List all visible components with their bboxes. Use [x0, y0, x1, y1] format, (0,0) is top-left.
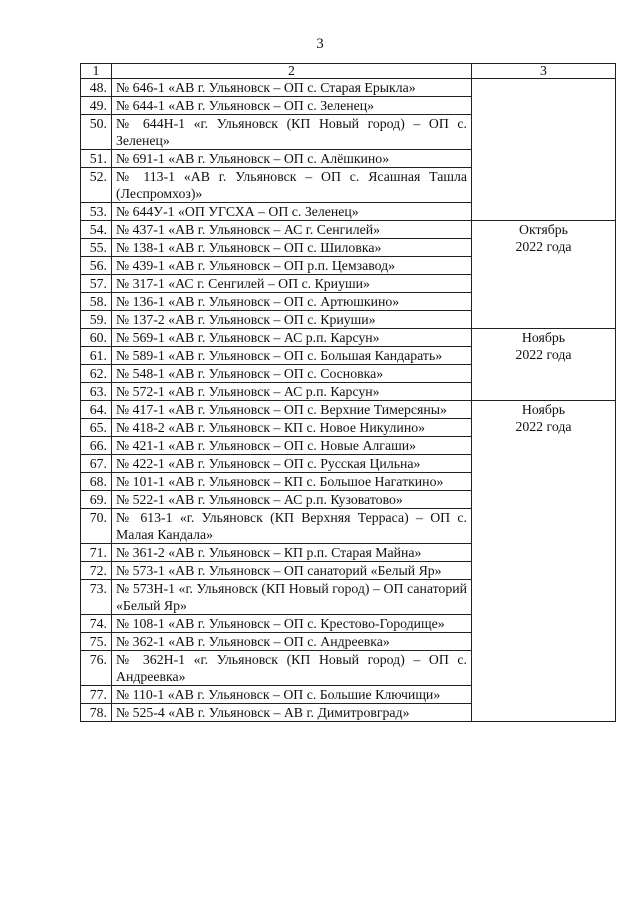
- row-number: 68.: [81, 473, 112, 491]
- row-number: 63.: [81, 383, 112, 401]
- route-name: № 522-1 «АВ г. Ульяновск – АС р.п. Кузоватово»: [112, 491, 472, 509]
- route-name: № 421-1 «АВ г. Ульяновск – ОП с. Новые Алгаши»: [112, 437, 472, 455]
- row-number: 77.: [81, 686, 112, 704]
- route-name: № 613-1 «г. Ульяновск (КП Верхняя Терраса) – ОП с. Малая Кандала»: [112, 509, 472, 544]
- route-name: № 362Н-1 «г. Ульяновск (КП Новый город) – ОП с. Андреевка»: [112, 651, 472, 686]
- schedule-date: [472, 221, 616, 329]
- row-number: 49.: [81, 97, 112, 115]
- row-number: 61.: [81, 347, 112, 365]
- route-name: № 569-1 «АВ г. Ульяновск – АС р.п. Карсун»: [112, 329, 472, 347]
- row-number: 50.: [81, 115, 112, 150]
- row-number: 54.: [81, 221, 112, 239]
- row-number: 52.: [81, 168, 112, 203]
- route-name: № 437-1 «АВ г. Ульяновск – АС г. Сенгилей»: [112, 221, 472, 239]
- schedule-month: Октябрь: [519, 222, 568, 237]
- row-number: 75.: [81, 633, 112, 651]
- route-name: № 317-1 «АС г. Сенгилей – ОП с. Криуши»: [112, 275, 472, 293]
- row-number: 51.: [81, 150, 112, 168]
- schedule-date: [472, 401, 616, 722]
- row-number: 64.: [81, 401, 112, 419]
- route-name: № 110-1 «АВ г. Ульяновск – ОП с. Большие Ключищи»: [112, 686, 472, 704]
- schedule-month: Ноябрь: [521, 402, 566, 417]
- schedule-date: [472, 329, 616, 401]
- route-name: № 361-2 «АВ г. Ульяновск – КП р.п. Старая Майна»: [112, 544, 472, 562]
- routes-table: [80, 63, 616, 722]
- route-name: № 136-1 «АВ г. Ульяновск – ОП с. Артюшкино»: [112, 293, 472, 311]
- route-name: № 439-1 «АВ г. Ульяновск – ОП р.п. Цемзавод»: [112, 257, 472, 275]
- table-row: [81, 329, 616, 347]
- route-name: № 572-1 «АВ г. Ульяновск – АС р.п. Карсун»: [112, 383, 472, 401]
- route-name: № 644-1 «АВ г. Ульяновск – ОП с. Зеленец»: [112, 97, 472, 115]
- table-row: [81, 401, 616, 419]
- row-number: 71.: [81, 544, 112, 562]
- row-number: 58.: [81, 293, 112, 311]
- row-number: 56.: [81, 257, 112, 275]
- row-number: 65.: [81, 419, 112, 437]
- route-name: № 644У-1 «ОП УГСХА – ОП с. Зеленец»: [112, 203, 472, 221]
- row-number: 53.: [81, 203, 112, 221]
- header-col-2: 2: [112, 64, 472, 79]
- schedule-month: Ноябрь: [521, 330, 566, 345]
- page-number: 3: [316, 36, 324, 52]
- header-col-3: 3: [472, 64, 616, 79]
- row-number: 73.: [81, 580, 112, 615]
- route-name: № 691-1 «АВ г. Ульяновск – ОП с. Алёшкино»: [112, 150, 472, 168]
- row-number: 66.: [81, 437, 112, 455]
- table-row: [81, 221, 616, 239]
- row-number: 72.: [81, 562, 112, 580]
- row-number: 76.: [81, 651, 112, 686]
- route-name: № 138-1 «АВ г. Ульяновск – ОП с. Шиловка»: [112, 239, 472, 257]
- route-name: № 101-1 «АВ г. Ульяновск – КП с. Большое Нагаткино»: [112, 473, 472, 491]
- row-number: 69.: [81, 491, 112, 509]
- route-name: № 573Н-1 «г. Ульяновск (КП Новый город) – ОП санаторий «Белый Яр»: [112, 580, 472, 615]
- route-name: № 646-1 «АВ г. Ульяновск – ОП с. Старая Ерыкла»: [112, 79, 472, 97]
- route-name: № 108-1 «АВ г. Ульяновск – ОП с. Крестово-Городище»: [112, 615, 472, 633]
- table-header: [81, 64, 616, 79]
- route-name: № 362-1 «АВ г. Ульяновск – ОП с. Андреевка»: [112, 633, 472, 651]
- schedule-year: 2022 года: [515, 239, 572, 254]
- row-number: 67.: [81, 455, 112, 473]
- row-number: 57.: [81, 275, 112, 293]
- route-name: № 422-1 «АВ г. Ульяновск – ОП с. Русская Цильна»: [112, 455, 472, 473]
- route-name: № 573-1 «АВ г. Ульяновск – ОП санаторий «Белый Яр»: [112, 562, 472, 580]
- route-name: № 137-2 «АВ г. Ульяновск – ОП с. Криуши»: [112, 311, 472, 329]
- route-name: № 418-2 «АВ г. Ульяновск – КП с. Новое Никулино»: [112, 419, 472, 437]
- schedule-year: 2022 года: [515, 419, 572, 434]
- row-number: 60.: [81, 329, 112, 347]
- row-number: 62.: [81, 365, 112, 383]
- route-name: № 548-1 «АВ г. Ульяновск – ОП с. Сосновка»: [112, 365, 472, 383]
- row-number: 59.: [81, 311, 112, 329]
- route-name: № 589-1 «АВ г. Ульяновск – ОП с. Большая Кандарать»: [112, 347, 472, 365]
- schedule-year: 2022 года: [515, 347, 572, 362]
- row-number: 70.: [81, 509, 112, 544]
- route-name: № 644Н-1 «г. Ульяновск (КП Новый город) – ОП с. Зеленец»: [112, 115, 472, 150]
- table-row: [81, 79, 616, 97]
- row-number: 74.: [81, 615, 112, 633]
- route-name: № 525-4 «АВ г. Ульяновск – АВ г. Димитровград»: [112, 704, 472, 722]
- schedule-date: [472, 79, 616, 221]
- row-number: 55.: [81, 239, 112, 257]
- route-name: № 113-1 «АВ г. Ульяновск – ОП с. Ясашная Ташла (Леспромхоз)»: [112, 168, 472, 203]
- row-number: 48.: [81, 79, 112, 97]
- route-name: № 417-1 «АВ г. Ульяновск – ОП с. Верхние Тимерсяны»: [112, 401, 472, 419]
- row-number: 78.: [81, 704, 112, 722]
- table-body: [81, 79, 616, 722]
- header-col-1: 1: [81, 64, 112, 79]
